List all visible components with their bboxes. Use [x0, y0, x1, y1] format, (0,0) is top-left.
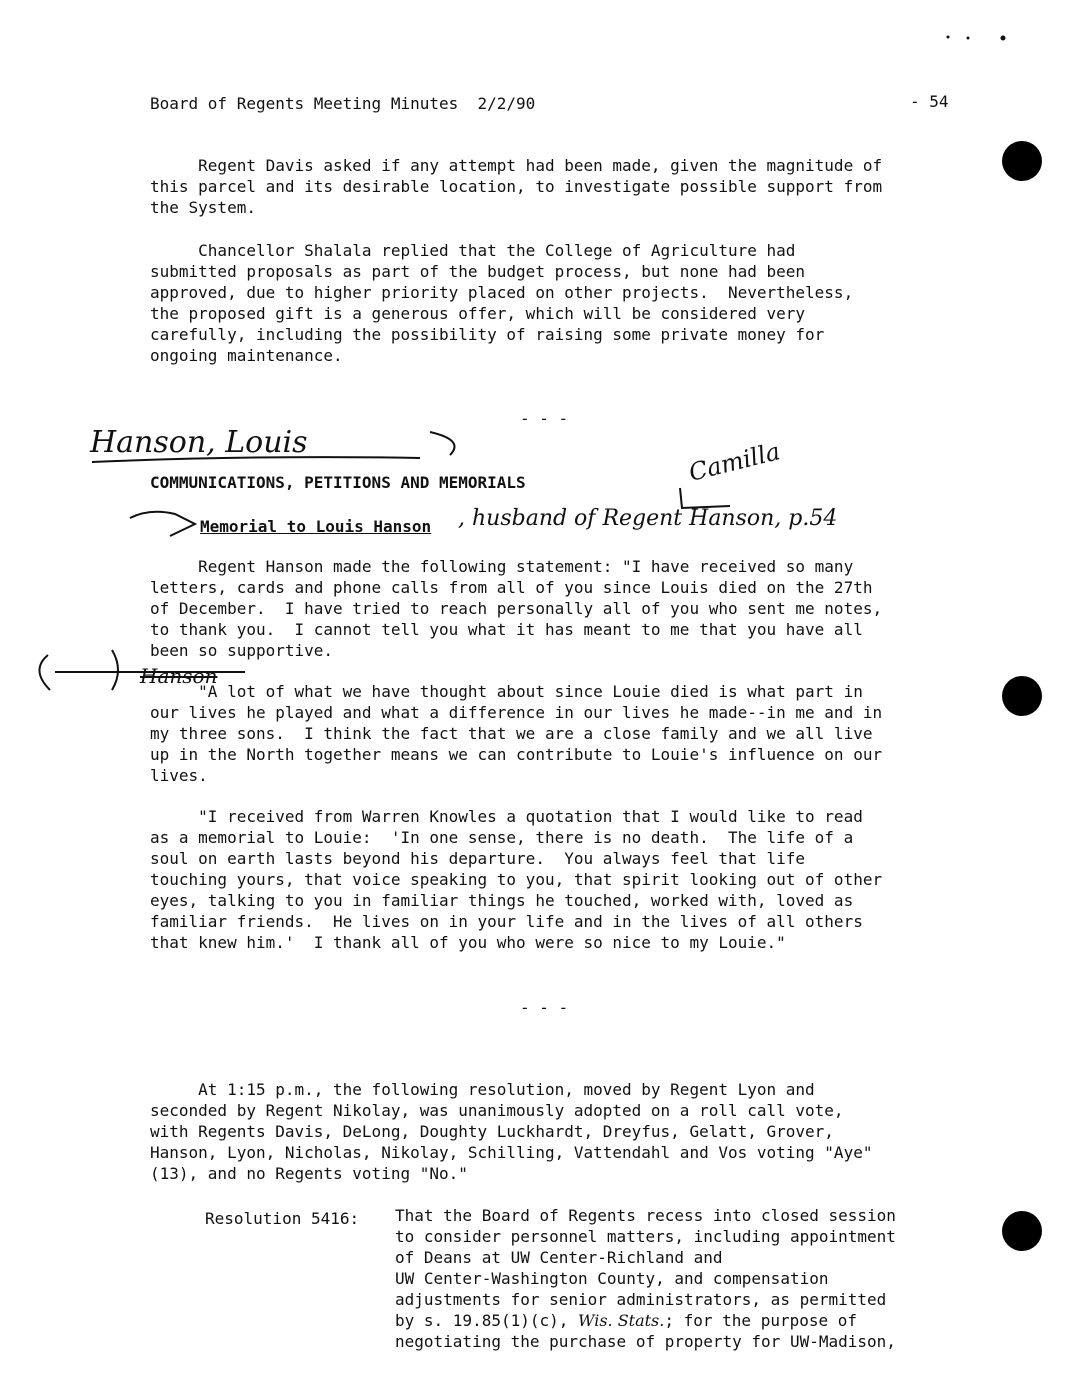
- memorial-subheading: Memorial to Louis Hanson: [200, 517, 432, 536]
- scan-speck-3: [1001, 36, 1006, 41]
- camilla-bracket-stroke: [680, 488, 730, 508]
- document-title: Board of Regents Meeting Minutes 2/2/90: [150, 94, 536, 113]
- resolution-text-before: That the Board of Regents recess into closed session to consider personnel matters, including appointment of Deans at UW Center-Richland and UW Center-Washington County, and compensation adjustments for senior administrators, as permitted by s. 19.85(1)(c),: [395, 1206, 896, 1330]
- handwritten-camilla: Camilla: [685, 437, 783, 487]
- paragraph-davis: Regent Davis asked if any attempt had been made, given the magnitude of this parcel and its desirable location, to investigate possible support from the System.: [150, 156, 883, 217]
- closing-bracket-stroke: [430, 432, 455, 455]
- resolution-label: Resolution 5416:: [205, 1209, 360, 1228]
- resolution-text-after: ; for the purpose of negotiating the purchase of property for UW-Madison,: [395, 1311, 896, 1351]
- margin-paren-close-stroke: [112, 650, 118, 690]
- arrow-stroke: [130, 512, 195, 536]
- scan-speck-2: [967, 37, 970, 40]
- name-underline-stroke: [92, 457, 420, 462]
- paragraph-quotation: "I received from Warren Knowles a quotation that I would like to read as a memorial to Louie: 'In one sense, there is no death. The life of a soul on earth lasts beyond his departure. You always feel that life touching yours, that voice speaking to you, that spirit looking out of other eyes, talking to you in familiar things he touched, worked with, loved as familiar friends. He lives on in your life and in the lives of all others that knew him.' I thank all of you who were so nice to my Louie.": [150, 807, 883, 952]
- handwritten-husband-note: , husband of Regent Hanson, p.54: [458, 506, 838, 531]
- margin-paren-stroke: [39, 655, 50, 690]
- resolution-stats: Wis. Stats.: [578, 1311, 665, 1330]
- paragraph-shalala: Chancellor Shalala replied that the College of Agriculture had submitted proposals as part of the budget process, but none had been approved, due to higher priority placed on other projects. Nevertheless, the proposed gift is a generous offer, which will be considered very carefully, including the possibility of raising some private money for ongoing maintenance.: [150, 241, 854, 365]
- paragraph-roll-call: At 1:15 p.m., the following resolution, moved by Regent Lyon and seconded by Regent Nikolay, was unanimously adopted on a roll call vote, with Regents Davis, DeLong, Doughty Luckhardt, Dreyfus, Gelatt, Grover, Hanson, Lyon, Nicholas, Nikolay, Schilling, Vattendahl and Vos voting "Aye" (13), and no Regents voting "No.": [150, 1080, 873, 1183]
- paragraph-hanson-statement: Regent Hanson made the following statement: "I have received so many letters, cards and phone calls from all of you since Louis died on the 27th of December. I have tried to reach personally all of you who sent me notes, to thank you. I cannot tell you what it has meant to me that you have all been so supportive.: [150, 557, 883, 660]
- section-heading: COMMUNICATIONS, PETITIONS AND MEMORIALS: [150, 473, 526, 492]
- handwritten-margin-note: Hanson: [140, 664, 218, 688]
- section-separator: - - -: [520, 409, 569, 428]
- paragraph-louie-influence: "A lot of what we have thought about since Louie died is what part in our lives he played and what a difference in our lives he made--in me and in my three sons. I think the fact that we are a close family and we all live up in the North together means we can contribute to Louie's influence on our lives.: [150, 682, 883, 785]
- section-separator-2: - - -: [520, 998, 569, 1017]
- page-number: - 54: [910, 92, 949, 111]
- handwritten-name-note: Hanson, Louis: [90, 425, 308, 460]
- scan-speck-1: [947, 36, 950, 39]
